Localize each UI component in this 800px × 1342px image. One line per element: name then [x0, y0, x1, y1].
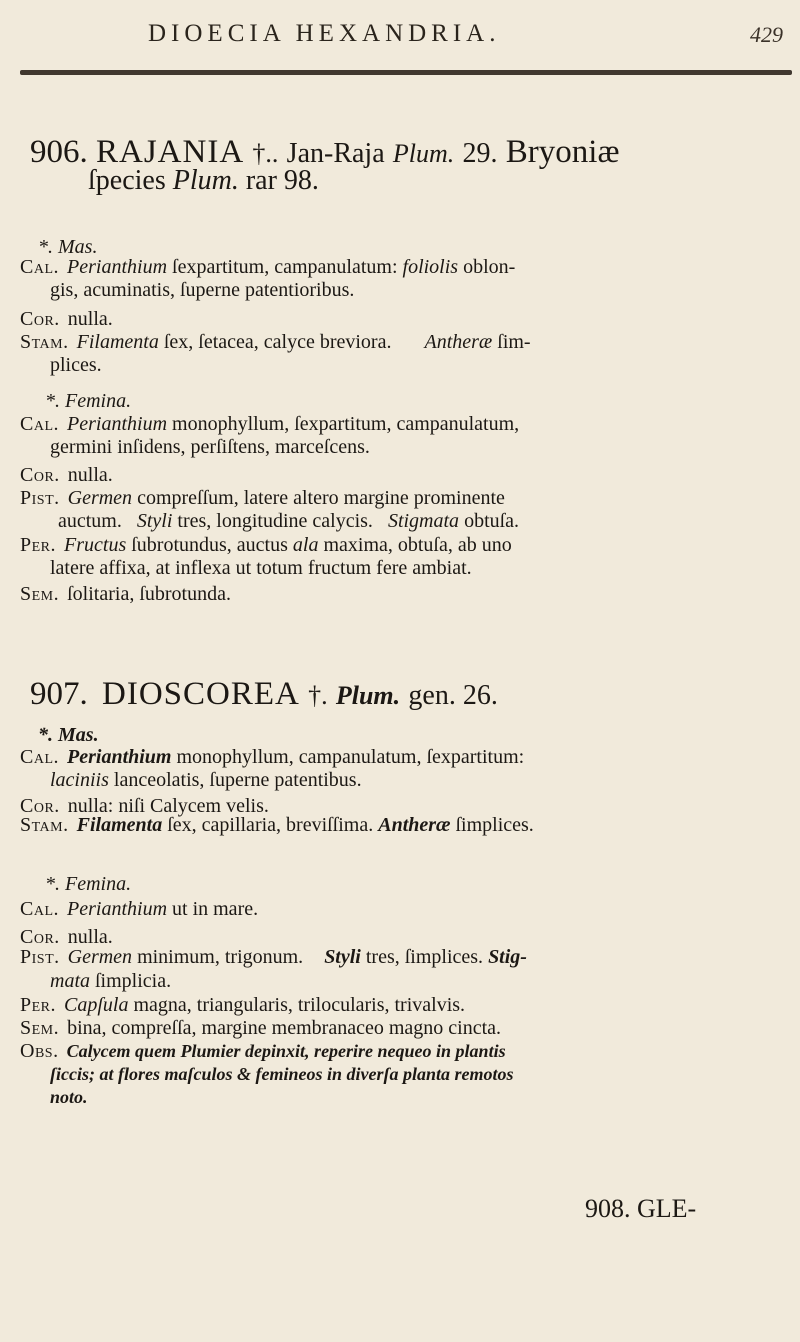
sem-line: Sem. bina, compreſſa, margine membranaceo magno cincta.: [20, 1017, 502, 1039]
per-line-cont: latere affixa, at inflexa ut totum fructum fere ambiat.: [50, 557, 472, 579]
genus-number: 907.: [30, 676, 88, 712]
genus-906-heading-cont: ſpecies Plum. rar 98.: [88, 165, 319, 196]
ref-rest: gen. 26.: [408, 680, 498, 711]
per-line: Per. Fructus ſubrotundus, auctus ala maxima, obtuſa, ab uno: [20, 534, 512, 556]
header-rule: [20, 70, 792, 75]
cor-line: Cor. nulla.: [20, 926, 113, 948]
page-number: 429: [750, 22, 783, 47]
sem-line: Sem. ſolitaria, ſubrotunda.: [20, 583, 231, 605]
genus-synonym: Jan-Raja: [286, 138, 385, 169]
per-line: Per. Capſula magna, triangularis, trilocularis, trivalvis.: [20, 994, 466, 1016]
genus-907-heading: [30, 675, 498, 715]
pist-line-cont: auctum. Styli tres, longitudine calycis. Stigmata obtuſa.: [58, 510, 520, 532]
obs-line: Obs. Calycem quem Plumier depinxit, reperire nequeo in plantis: [20, 1040, 506, 1062]
genus-sign: †..: [252, 139, 279, 168]
femina-heading: *. Femina.: [45, 873, 132, 895]
obs-line-cont: noto.: [50, 1087, 88, 1107]
genus-sign: †.: [308, 681, 328, 710]
ref-number: 29.: [462, 138, 498, 169]
pist-line-cont: mata ſimplicia.: [50, 970, 172, 992]
stam-line: Stam. Filamenta ſex, capillaria, breviſſima. Antheræ ſimplices.: [20, 814, 534, 836]
cal-line: Cal. Perianthium ſexpartitum, campanulatum: foliolis oblon-: [20, 256, 516, 278]
stam-line: Stam. Filamenta ſex, ſetacea, calyce breviora. Antheræ ſim-: [20, 331, 531, 353]
pist-line: Pist. Germen minimum, trigonum. Styli tres, ſimplices. Stig-: [20, 946, 527, 968]
catchword: 908. GLE-: [585, 1194, 697, 1223]
pist-line: Pist. Germen compreſſum, latere altero margine prominente: [20, 487, 505, 509]
cal-line: Cal. Perianthium monophyllum, campanulatum, ſexpartitum:: [20, 746, 525, 768]
running-title: DIOECIA HEXANDRIA.: [148, 20, 501, 47]
mas-heading: *. Mas.: [38, 724, 99, 746]
cor-line: Cor. nulla: niſi Calycem velis.: [20, 795, 269, 817]
genus-number: 906.: [30, 134, 88, 170]
obs-line-cont: ſiccis; at flores maſculos & femineos in diverſa planta remotos: [50, 1064, 514, 1084]
ref-genus: Bryoniæ: [505, 134, 620, 170]
cor-line: Cor. nulla.: [20, 308, 113, 330]
cal-line: Cal. Perianthium monophyllum, ſexpartitum, campanulatum,: [20, 413, 520, 435]
cor-line: Cor. nulla.: [20, 464, 113, 486]
cal-line-cont: germini inſidens, perſiſtens, marceſcens.: [50, 436, 370, 458]
genus-name: RAJANIA: [96, 134, 245, 170]
cal-line-cont: gis, acuminatis, ſuperne patentioribus.: [50, 279, 355, 301]
cal-line-cont: laciniis lanceolatis, ſuperne patentibus.: [50, 769, 362, 791]
femina-heading: *. Femina.: [45, 390, 132, 412]
stam-line-cont: plices.: [50, 354, 102, 376]
mas-heading: *. Mas.: [38, 236, 98, 258]
genus-name: DIOSCOREA: [102, 676, 300, 712]
ref-author: Plum.: [335, 681, 401, 710]
ref-author: Plum.: [392, 139, 455, 168]
cal-line: Cal. Perianthium ut in mare.: [20, 898, 259, 920]
